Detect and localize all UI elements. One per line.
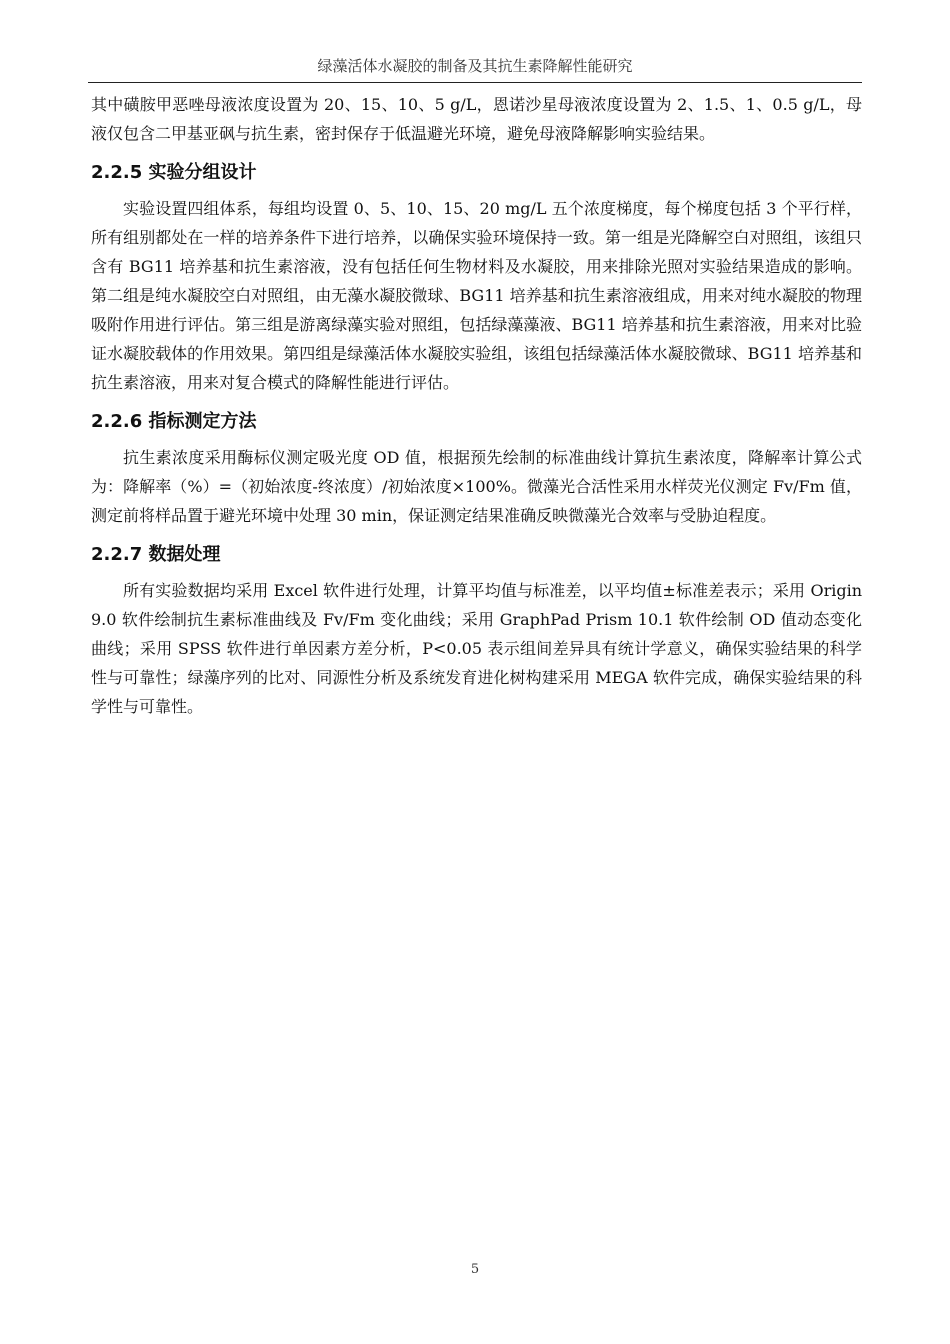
section-heading-2-2-6: 2.2.6 指标测定方法	[91, 411, 257, 432]
section-heading-2-2-7: 2.2.7 数据处理	[91, 544, 221, 565]
page-number: 5	[470, 1262, 480, 1277]
section-heading-2-2-5: 2.2.5 实验分组设计	[91, 162, 257, 183]
intro-paragraph: 其中磺胺甲恶唑母液浓度设置为 20、15、10、5 g/L，恩诺沙星母液浓度设置为 2、1.5、1、0.5 g/L，母液仅包含二甲基亚砜与抗生素，密封保存于低温避光环境，避免母液降解影响实验结果。	[91, 95, 862, 143]
running-header	[88, 56, 862, 83]
running-header-title: 绿藻活体水凝胶的制备及其抗生素降解性能研究	[317, 57, 633, 75]
section-body-2-2-5: 实验设置四组体系，每组均设置 0、5、10、15、20 mg/L 五个浓度梯度，每个梯度包括 3 个平行样，所有组别都处在一样的培养条件下进行培养，以确保实验环境保持一致。第一组是光降解空白对照组，该组只含有 BG11 培养基和抗生素溶液，没有包括任何生物材料及水凝胶，用来排除光照对实验结果造成的影响。第二组是纯水凝胶空白对照组，由无藻水凝胶微球、BG11 培养基和抗生素溶液组成，用来对纯水凝胶的物理吸附作用进行评估。第三组是游离绿藻实验对照组，包括绿藻藻液、BG11 培养基和抗生素溶液，用来对比验证水凝胶载体的作用效果。第四组是绿藻活体水凝胶实验组，该组包括绿藻活体水凝胶微球、BG11 培养基和抗生素溶液，用来对复合模式的降解性能进行评估。	[91, 199, 862, 392]
section-body-2-2-7: 所有实验数据均采用 Excel 软件进行处理，计算平均值与标准差，以平均值±标准差表示；采用 Origin 9.0 软件绘制抗生素标准曲线及 Fv/Fm 变化曲线；采用 GraphPad Prism 10.1 软件绘制 OD 值动态变化曲线；采用 SPSS 软件进行单因素方差分析，P<0.05 表示组间差异具有统计学意义，确保实验结果的科学性与可靠性；绿藻序列的比对、同源性分析及系统发育进化树构建采用 MEGA 软件完成，确保实验结果的科学性与可靠性。	[91, 581, 862, 716]
page-body	[91, 90, 862, 721]
section-body-2-2-6: 抗生素浓度采用酶标仪测定吸光度 OD 值，根据预先绘制的标准曲线计算抗生素浓度，降解率计算公式为：降解率（%）=（初始浓度-终浓度）/初始浓度×100%。微藻光合活性采用水样荧光仪测定 Fv/Fm 值，测定前将样品置于避光环境中处理 30 min，保证测定结果准确反映微藻光合效率与受胁迫程度。	[91, 448, 862, 525]
